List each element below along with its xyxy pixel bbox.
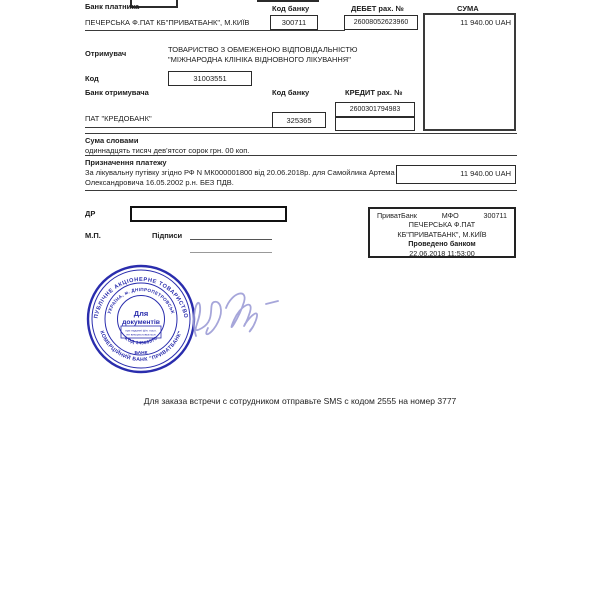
dr-label: ДР bbox=[85, 209, 96, 218]
footer-sms-note: Для заказа встречи с сотрудником отправьте SMS с кодом 2555 на номер 3777 bbox=[143, 396, 457, 406]
stamp-ring-top-text: ПУБЛІЧНЕ АКЦІОНЕРНЕ ТОВАРИСТВО bbox=[93, 276, 189, 320]
credit-account-box: 2600301794983 bbox=[335, 102, 415, 117]
round-stamp-image bbox=[85, 263, 197, 375]
divider-line bbox=[85, 133, 517, 134]
signature-line-2 bbox=[190, 252, 272, 253]
mp-label: М.П. bbox=[85, 231, 101, 240]
stamp-small-line1: при наданні фін. посл. bbox=[125, 328, 157, 333]
recipient-bank-code-label: Код банку bbox=[272, 88, 310, 97]
recipient-name-line1: ТОВАРИСТВО З ОБМЕЖЕНОЮ ВІДПОВІДАЛЬНІСТЮ bbox=[168, 45, 358, 54]
purpose-label: Призначення платежу bbox=[85, 158, 167, 167]
stamp-mid-code-text: КОД 14360570 bbox=[124, 335, 158, 346]
credit-account-label: КРЕДИТ рах. № bbox=[345, 88, 403, 97]
stamp-center-line2: документів bbox=[122, 319, 160, 326]
processed-datetime: 22.06.2018 11:53:00 bbox=[409, 248, 475, 258]
debit-account-box: 26008052623960 bbox=[344, 15, 418, 30]
bank-confirmation-box bbox=[368, 207, 516, 258]
suma-value: 11 940.00 UAH bbox=[460, 18, 511, 27]
amount-words-text: одиннадцять тисяч дев'ятсот сорок грн. 00 коп. bbox=[85, 146, 250, 155]
stamp-bank-word: БАНК bbox=[134, 351, 148, 356]
bank-confirmation-row1 bbox=[370, 211, 514, 220]
recipient-name-line2: "МІЖНАРОДНА КЛІНІКА ВІДНОВНОГО ЛІКУВАННЯ" bbox=[168, 55, 351, 64]
recipient-code-box: 31003551 bbox=[168, 71, 252, 86]
purpose-line1: За лікувальну путівку згідно РФ N МК000001800 від 20.06.2018р. для Самойлика Артема bbox=[85, 168, 395, 177]
amount-words-label: Сума словами bbox=[85, 136, 139, 145]
recipient-code-label: Код bbox=[85, 74, 99, 83]
branch-line2: КБ"ПРИВАТБАНК", М.КИЇВ bbox=[397, 229, 487, 239]
mfo-value: 300711 bbox=[483, 211, 507, 220]
dr-input-box bbox=[130, 206, 287, 222]
divider-line bbox=[85, 155, 517, 156]
stamp-center-line1: Для bbox=[133, 309, 149, 318]
divider-line bbox=[85, 190, 517, 191]
payer-bank-code-box: 300711 bbox=[270, 15, 318, 30]
payer-bank-name: ПЕЧЕРСЬКА Ф.ПАТ КБ"ПРИВАТБАНК", М.КИЇВ bbox=[85, 18, 345, 31]
stamp-ring-bottom-text: КОМЕРЦІЙНИЙ БАНК "ПРИВАТБАНК" bbox=[98, 329, 184, 364]
recipient-bank-code-box: 325365 bbox=[272, 112, 326, 128]
debit-account-label: ДЕБЕТ рах. № bbox=[351, 4, 404, 13]
credit-account-empty-box bbox=[335, 117, 415, 131]
stamp-mid-top-text: УКРАЇНА, м. ДНІПРОПЕТРОВСЬК bbox=[106, 286, 176, 315]
purpose-line2: Олександровича 16.05.2002 р.н. БЕЗ ПДВ. bbox=[85, 178, 234, 187]
signature-image bbox=[182, 278, 292, 350]
processed-by-bank: Проведено банком bbox=[408, 239, 476, 249]
bank-name: ПриватБанк bbox=[377, 211, 417, 220]
branch-line1: ПЕЧЕРСЬКА Ф.ПАТ bbox=[408, 220, 476, 230]
handwritten-signature bbox=[182, 278, 292, 350]
mfo-label: МФО bbox=[441, 211, 459, 220]
payer-bank-code-label: Код банку bbox=[272, 4, 310, 13]
purpose-amount-box bbox=[396, 165, 516, 184]
suma-label: СУМА bbox=[457, 4, 479, 13]
signature-line-1 bbox=[190, 239, 272, 240]
purpose-amount-value: 11 940.00 UAH bbox=[460, 169, 511, 178]
svg-text:КОД 14360570 bbox=[124, 336, 158, 346]
recipient-label: Отримувач bbox=[85, 49, 127, 58]
recipient-bank-label: Банк отримувача bbox=[85, 88, 149, 97]
payer-bank-label: Банк платника bbox=[85, 2, 140, 11]
round-stamp bbox=[85, 263, 197, 375]
stamp-small-line2: не використовується bbox=[126, 332, 156, 337]
suma-box bbox=[423, 13, 516, 131]
signatures-label: Підписи bbox=[152, 231, 183, 240]
cutoff-box-fragment-right bbox=[257, 0, 319, 2]
recipient-bank-name: ПАТ "КРЕДОБАНК" bbox=[85, 114, 272, 128]
